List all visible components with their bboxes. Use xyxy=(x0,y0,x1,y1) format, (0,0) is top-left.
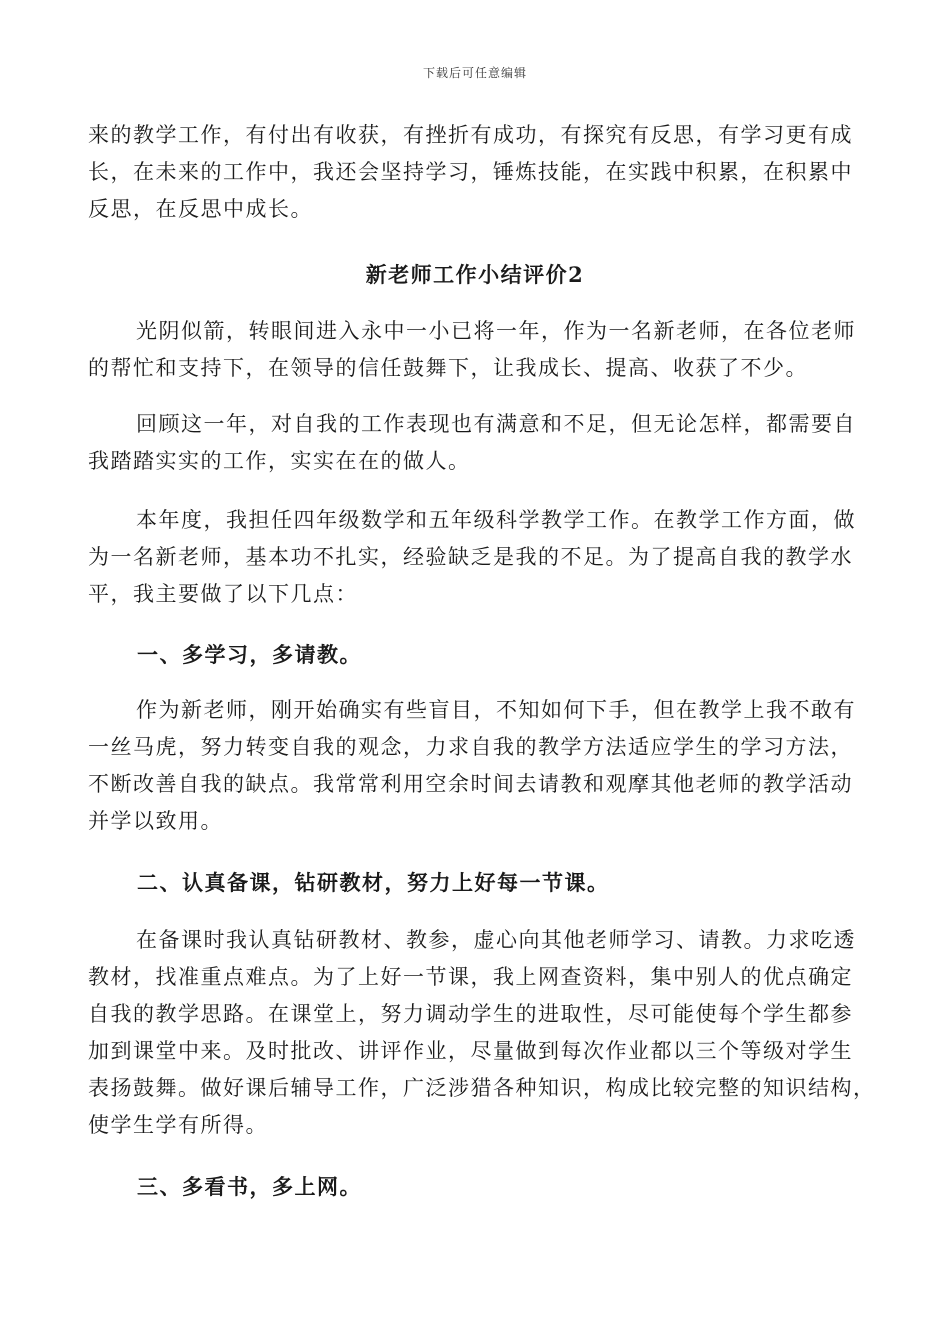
text-line: 光阴似箭，转眼间进入永中一小已将一年，作为一名新老师，在各位老师 xyxy=(136,319,856,343)
text-line: 在备课时我认真钻研教材、教参，虚心向其他老师学习、请教。力求吃透 xyxy=(136,928,856,952)
text-line: 来的教学工作，有付出有收获，有挫折有成功，有探究有反思，有学习更有成 xyxy=(88,123,853,147)
section-title: 新老师工作小结评价2 xyxy=(365,262,585,287)
text-line: 教材，找准重点难点。为了上好一节课，我上网查资料，集中别人的优点确定 xyxy=(88,965,853,989)
text-line: 长，在未来的工作中，我还会坚持学习，锤炼技能，在实践中积累，在积累中 xyxy=(88,160,853,184)
paragraph-2 xyxy=(88,406,864,480)
paragraph-4 xyxy=(88,692,864,840)
text-line: 为一名新老师，基本功不扎实，经验缺乏是我的不足。为了提高自我的教学水 xyxy=(88,545,853,569)
text-line: 我踏踏实实的工作，实实在在的做人。 xyxy=(88,449,471,473)
text-line: 表扬鼓舞。做好课后辅导工作，广泛涉猎各种知识，构成比较完整的知识结构， xyxy=(88,1076,876,1100)
paragraph-1 xyxy=(88,313,864,387)
heading-2: 二、认真备课，钻研教材，努力上好每一节课。 xyxy=(137,870,610,895)
continuation-paragraph xyxy=(88,117,864,228)
header-note: 下载后可任意编辑 xyxy=(422,66,527,80)
text-line: 平，我主要做了以下几点： xyxy=(88,582,358,606)
text-line: 加到课堂中来。及时批改、讲评作业，尽量做到每次作业都以三个等级对学生 xyxy=(88,1039,853,1063)
text-line: 自我的教学思路。在课堂上，努力调动学生的进取性，尽可能使每个学生都参 xyxy=(88,1002,853,1026)
paragraph-5 xyxy=(88,922,876,1144)
text-line: 并学以致用。 xyxy=(88,809,223,833)
text-line: 作为新老师，刚开始确实有些盲目，不知如何下手，但在教学上我不敢有 xyxy=(136,698,856,722)
text-line: 反思，在反思中成长。 xyxy=(88,197,313,221)
text-line: 的帮忙和支持下，在领导的信任鼓舞下，让我成长、提高、收获了不少。 xyxy=(88,356,808,380)
heading-3: 三、多看书，多上网。 xyxy=(137,1174,362,1199)
text-line: 不断改善自我的缺点。我常常利用空余时间去请教和观摩其他老师的教学活动 xyxy=(88,772,853,796)
text-line: 本年度，我担任四年级数学和五年级科学教学工作。在教学工作方面，做 xyxy=(136,508,856,532)
text-line: 回顾这一年，对自我的工作表现也有满意和不足，但无论怎样，都需要自 xyxy=(136,412,856,436)
text-line: 一丝马虎，努力转变自我的观念，力求自我的教学方法适应学生的学习方法， xyxy=(88,735,853,759)
heading-1: 一、多学习，多请教。 xyxy=(137,642,362,667)
text-line: 使学生学有所得。 xyxy=(88,1113,268,1137)
paragraph-3 xyxy=(88,502,864,613)
